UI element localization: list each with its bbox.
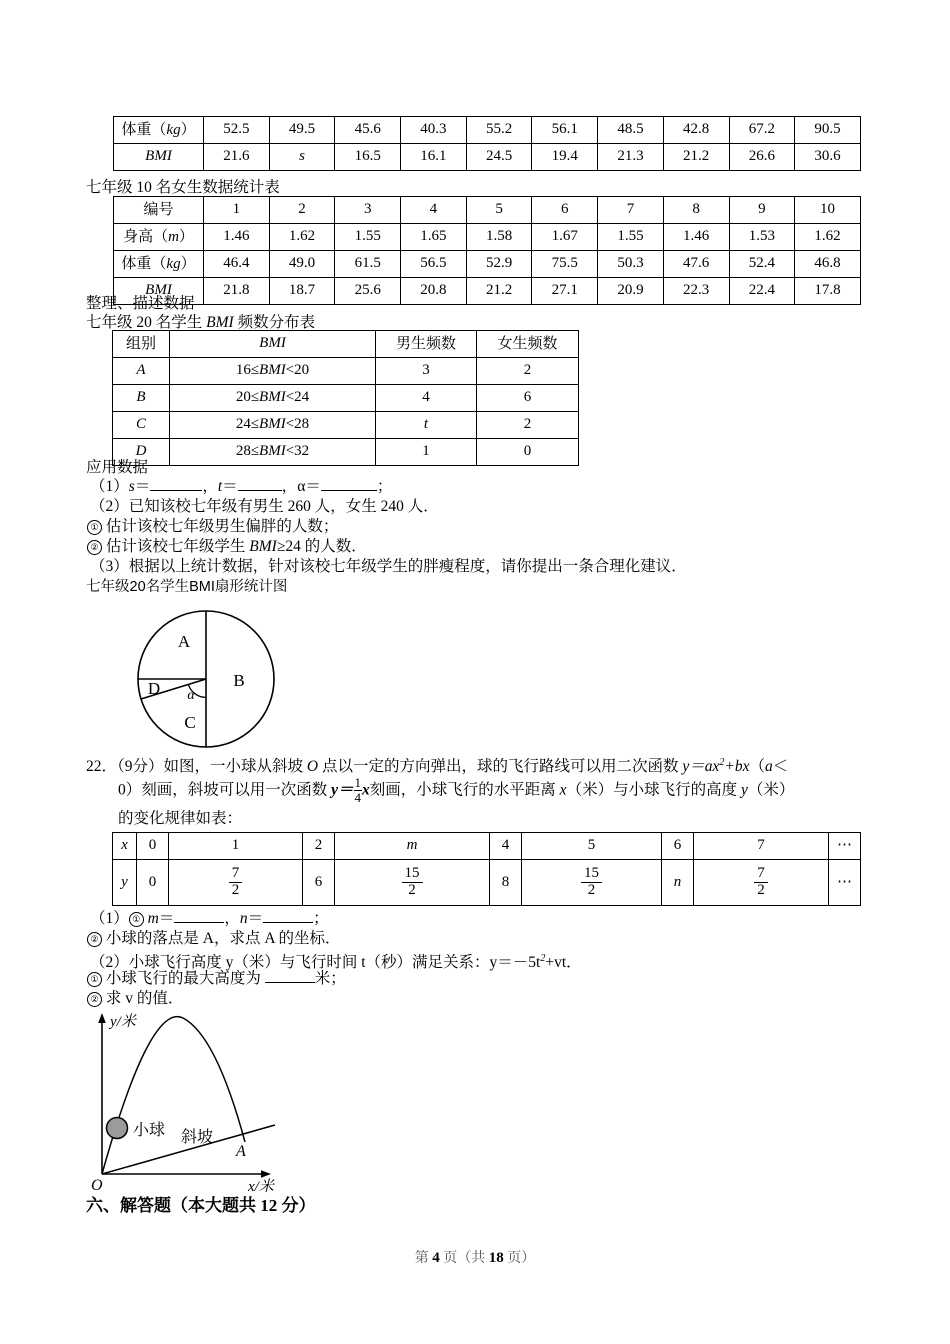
freq-caption-b: 频数分布表 [233,314,316,331]
y-frac-num: 15 [402,866,423,883]
answer-blank-n[interactable] [263,909,313,923]
q22-table-grid [112,832,861,906]
q22-l2b: 刻画，小球飞行的水平距离 [369,781,560,799]
y-frac-num: 7 [229,866,243,883]
cell: 16.5 [335,144,401,171]
q21-eq3: ＝ [305,478,321,495]
cell: 67.2 [729,117,795,144]
table-row [114,278,861,305]
q22-line3: 的变化规律如表： [118,810,243,827]
row-label: 编号 [114,197,204,224]
cell: 30.6 [795,144,861,171]
q22-part2-sup: 2 [540,953,546,964]
row-label: 体重（kg） [114,117,204,144]
cell: 2 [269,197,335,224]
answer-blank-max-height[interactable] [265,969,315,983]
row-label: 身高（m） [114,224,204,251]
cell: 61.5 [335,251,401,278]
cell: 25.6 [335,278,401,305]
q22-l1b: 点以一定的方向弹出，球的飞行路线可以用二次函数 [318,758,683,776]
table-row [114,197,861,224]
q21-var-s: s [128,478,135,495]
boys-cell: t [376,412,477,439]
cell: 21.6 [204,144,270,171]
cell: 49.0 [269,251,335,278]
pie-label-alpha: α [187,688,195,703]
q21-part2-sub2 [87,536,367,557]
q22-sub1-pre: （1） [90,910,129,927]
q22-var-m: m [147,910,159,927]
y-axis-label: y/米 [110,1014,136,1030]
cell: 45.6 [335,117,401,144]
q21-var-alpha: α [297,478,306,495]
section-six-heading: 六、解答题（本大题共 12 分） [86,1196,316,1215]
q21-p1-end: ； [376,478,393,495]
x-row-label: x [113,833,137,860]
group-cell: A [113,358,170,385]
cell: 4 [401,197,467,224]
row-label: BMI [114,278,204,305]
range-cell: 24≤BMI<28 [170,412,376,439]
cell: 90.5 [795,117,861,144]
y-frac-den: 2 [587,881,596,898]
group-cell: D [113,439,170,466]
q22-sub1: （1） ① m＝ ，n＝ ； [90,910,329,927]
q22-xy-table [112,832,861,906]
q22-line2 [118,776,794,804]
cell: 21.8 [204,278,270,305]
y-cell: ⋯ [829,860,861,906]
range-cell: 28≤BMI<32 [170,439,376,466]
table-row [113,385,579,412]
slope-frac-num: 1 [354,775,362,790]
cell: 52.4 [729,251,795,278]
q22-fn2: +bx [724,758,750,776]
x-cell: 4 [490,833,522,860]
x-cell: 7 [694,833,829,860]
cell: 1.55 [598,224,664,251]
organize-heading: 整理、描述数据 [86,295,195,312]
girls-cell: 0 [477,439,579,466]
cell: 5 [466,197,532,224]
cell: 1.46 [663,224,729,251]
x-cell: 1 [169,833,303,860]
q22-part2-a: （2）小球飞行高度 y（米）与飞行时间 t（秒）满足关系：y＝－5t [90,954,541,972]
circled-one-icon: ① [87,972,102,987]
table-row [114,251,861,278]
q22-line1 [86,752,788,777]
table-row [114,224,861,251]
answer-blank-alpha[interactable] [321,477,377,491]
girls-data-table [113,196,861,305]
cell: 20.8 [401,278,467,305]
cell: 1.46 [204,224,270,251]
q22-slope-x: x [362,781,370,799]
q22-fn: y＝ax [682,758,720,776]
table-row-y [113,860,861,906]
q22-l1a: 如图，一小球从斜坡 [163,758,307,776]
q21-sub2-b: ≥24 的人数． [276,538,367,555]
pie-chart-svg [126,600,296,760]
q22-part2-sub2 [87,988,183,1009]
x-cell: 5 [522,833,662,860]
table-row [113,412,579,439]
cell: 1.53 [729,224,795,251]
cell: 49.5 [269,117,335,144]
footer-suffix: 页） [503,1251,536,1266]
x-axis-arrow [261,1170,271,1178]
cell: 55.2 [466,117,532,144]
q22-sub1-end: ； [313,910,329,927]
col-header-boys: 男生频数 [376,331,477,358]
cell: 21.2 [663,144,729,171]
q22-p2s1-a: 小球飞行的最大高度为 [105,970,265,987]
boys-cell: 4 [376,385,477,412]
x-cell: 0 [137,833,169,860]
cell: 8 [663,197,729,224]
x-cell: 2 [303,833,335,860]
girls-cell: 2 [477,358,579,385]
q22-point-O: O [306,758,319,776]
cell: 3 [335,197,401,224]
col-header-bmi: BMI [170,331,376,358]
parabola-curve [102,1017,245,1174]
footer-total-pages: 18 [488,1250,504,1266]
girls-table-caption [86,177,280,198]
y-frac-num: 15 [581,866,602,883]
range-cell: 20≤BMI<24 [170,385,376,412]
cell: 46.8 [795,251,861,278]
cell: 27.1 [532,278,598,305]
slope-frac-den: 4 [354,789,362,805]
cell: 1.55 [335,224,401,251]
y-cell: n [662,860,694,906]
cell: 6 [532,197,598,224]
freq-caption-a: 七年级 20 名学生 [86,314,207,331]
q22-p2s2-text: 求 v 的值． [105,990,184,1007]
cell: 18.7 [269,278,335,305]
cell: 10 [795,197,861,224]
cell: 56.5 [401,251,467,278]
cell: 7 [598,197,664,224]
page-footer [0,1247,950,1267]
q21-sub2-a: 估计该校七年级学生 [105,538,250,555]
pie-chart [126,600,296,760]
footer-mid: 页（共 [439,1251,489,1266]
q22-sub2 [87,928,341,949]
x-cell: 6 [662,833,694,860]
cell: 21.2 [466,278,532,305]
y-frac-den: 2 [231,881,240,898]
cell: 1.62 [795,224,861,251]
q22-l2c: （米）与小球飞行的高度 [566,781,741,799]
cell: 52.9 [466,251,532,278]
girls-cell: 2 [477,412,579,439]
q22-l2d: （米） [747,781,795,799]
group-cell: C [113,412,170,439]
origin-label: O [91,1177,103,1194]
cell: 1 [204,197,270,224]
y-cell: 6 [303,860,335,906]
slope-fraction [354,776,363,804]
cell: 9 [729,197,795,224]
cell: 19.4 [532,144,598,171]
circled-two-icon: ② [87,932,102,947]
cell: 1.67 [532,224,598,251]
pie-label-d: D [147,679,161,698]
cell: 24.5 [466,144,532,171]
freq-table-grid [112,330,579,466]
pie-label-c: C [184,713,196,732]
girls-table-grid [113,196,861,305]
pie-chart-caption: 七年级20名学生BMI扇形统计图 [86,579,288,595]
answer-blank-m[interactable] [174,909,224,923]
col-header-girls: 女生频数 [477,331,579,358]
q21-eq2: ＝ [222,478,238,495]
y-cell [694,860,829,906]
footer-prefix: 第 [414,1251,433,1266]
q21-sub1-text: 估计该校七年级男生偏胖的人数； [105,518,339,535]
boys-cell: 1 [376,439,477,466]
boys-data-table [113,116,861,171]
girls-cell: 6 [477,385,579,412]
circled-two-icon: ② [87,992,102,1007]
cell: s [269,144,335,171]
boys-cell: 3 [376,358,477,385]
cell: 56.1 [532,117,598,144]
cell: 26.6 [729,144,795,171]
circled-one-icon: ① [129,912,144,927]
cell: 20.9 [598,278,664,305]
cell: 17.8 [795,278,861,305]
range-cell: 16≤BMI<20 [170,358,376,385]
q22-part2-b: +vt． [545,954,582,972]
q21-sub2-bmi: BMI [249,538,277,555]
q21-part3: （3）根据以上统计数据，针对该校七年级学生的胖瘦程度，请你提出一条合理化建议． [90,558,687,575]
y-frac-den: 2 [408,881,416,898]
table-row [113,358,579,385]
table-row [114,144,861,171]
circled-two-icon: ② [87,540,102,555]
q21-p1-pre: （1） [90,478,129,495]
y-cell: 8 [490,860,522,906]
col-header-group: 组别 [113,331,170,358]
q21-eq1: ＝ [134,478,151,495]
q22-eq2: ＝ [247,910,264,927]
q22-var-n: n [239,910,248,927]
q22-number: 22． [86,758,118,776]
y-axis-arrow [98,1013,106,1023]
cell: 1.65 [401,224,467,251]
cell: 50.3 [598,251,664,278]
cell: 22.4 [729,278,795,305]
x-axis-label: x/米 [248,1179,274,1195]
projectile-diagram [90,1008,300,1193]
slope-label: 斜坡 [181,1129,214,1146]
cell: 22.3 [663,278,729,305]
freq-caption-bmi: BMI [206,314,234,331]
cell: 40.3 [401,117,467,144]
q22-sub2-text: 小球的落点是 A，求点 A 的坐标． [105,930,341,947]
y-frac-den: 2 [757,881,765,898]
table-row [113,439,579,466]
cell: 46.4 [204,251,270,278]
pie-label-b: B [233,671,245,690]
table-row-x [113,833,861,860]
cell: 1.58 [466,224,532,251]
q22-var-y: y [740,781,748,799]
q21-var-t: t [217,478,223,495]
q21-part2-sub1 [87,516,338,537]
table-row [114,117,861,144]
cell: 21.3 [598,144,664,171]
pie-label-a: A [177,632,191,651]
cell: 47.6 [663,251,729,278]
ball-label: 小球 [133,1122,166,1139]
boys-table-grid [113,116,861,171]
q22-slope-y: y＝ [331,781,354,799]
table-header-row [113,331,579,358]
cell: 1.62 [269,224,335,251]
point-a-label: A [236,1143,246,1160]
x-cell: m [335,833,490,860]
y-cell: 0 [137,860,169,906]
x-cell: ⋯ [829,833,861,860]
cell: 42.8 [663,117,729,144]
group-cell: B [113,385,170,412]
row-label: 体重（kg） [114,251,204,278]
q22-var-x: x [559,781,567,799]
cell: 16.1 [401,144,467,171]
q22-eq1: ＝ [158,910,175,927]
q21-part2: （2）已知该校七年级有男生 260 人，女生 240 人． [90,498,439,515]
answer-blank-s[interactable] [150,477,202,491]
freq-distribution-table [112,330,579,466]
row-label: BMI [114,144,204,171]
q22-score: （9分） [117,758,164,776]
footer-page-number: 4 [432,1250,440,1266]
ball-marker-icon [107,1118,128,1139]
cell: 48.5 [598,117,664,144]
cell: 52.5 [204,117,270,144]
y-cell [169,860,303,906]
cell: 75.5 [532,251,598,278]
y-frac-num: 7 [754,866,768,883]
q21-part1: （1）s＝ ，t＝ ，α＝ ； [90,478,393,495]
y-cell [335,860,490,906]
answer-blank-t[interactable] [238,477,282,491]
apply-data-heading: 应用数据 [86,459,149,476]
q22-l2a: 0）刻画，斜坡可以用一次函数 [118,781,332,799]
girls-caption-pre: 七年级 10 名女生数据统计表 [86,179,280,196]
y-cell [522,860,662,906]
q22-part2-sub1 [87,968,346,989]
q22-fn-sup: 2 [719,757,725,768]
y-row-label: y [113,860,137,906]
q22-p2s1-b: 米； [314,970,346,987]
projectile-diagram-svg [90,1008,300,1193]
circled-one-icon: ① [87,520,102,535]
q22-l1c: （a＜ [749,758,789,776]
